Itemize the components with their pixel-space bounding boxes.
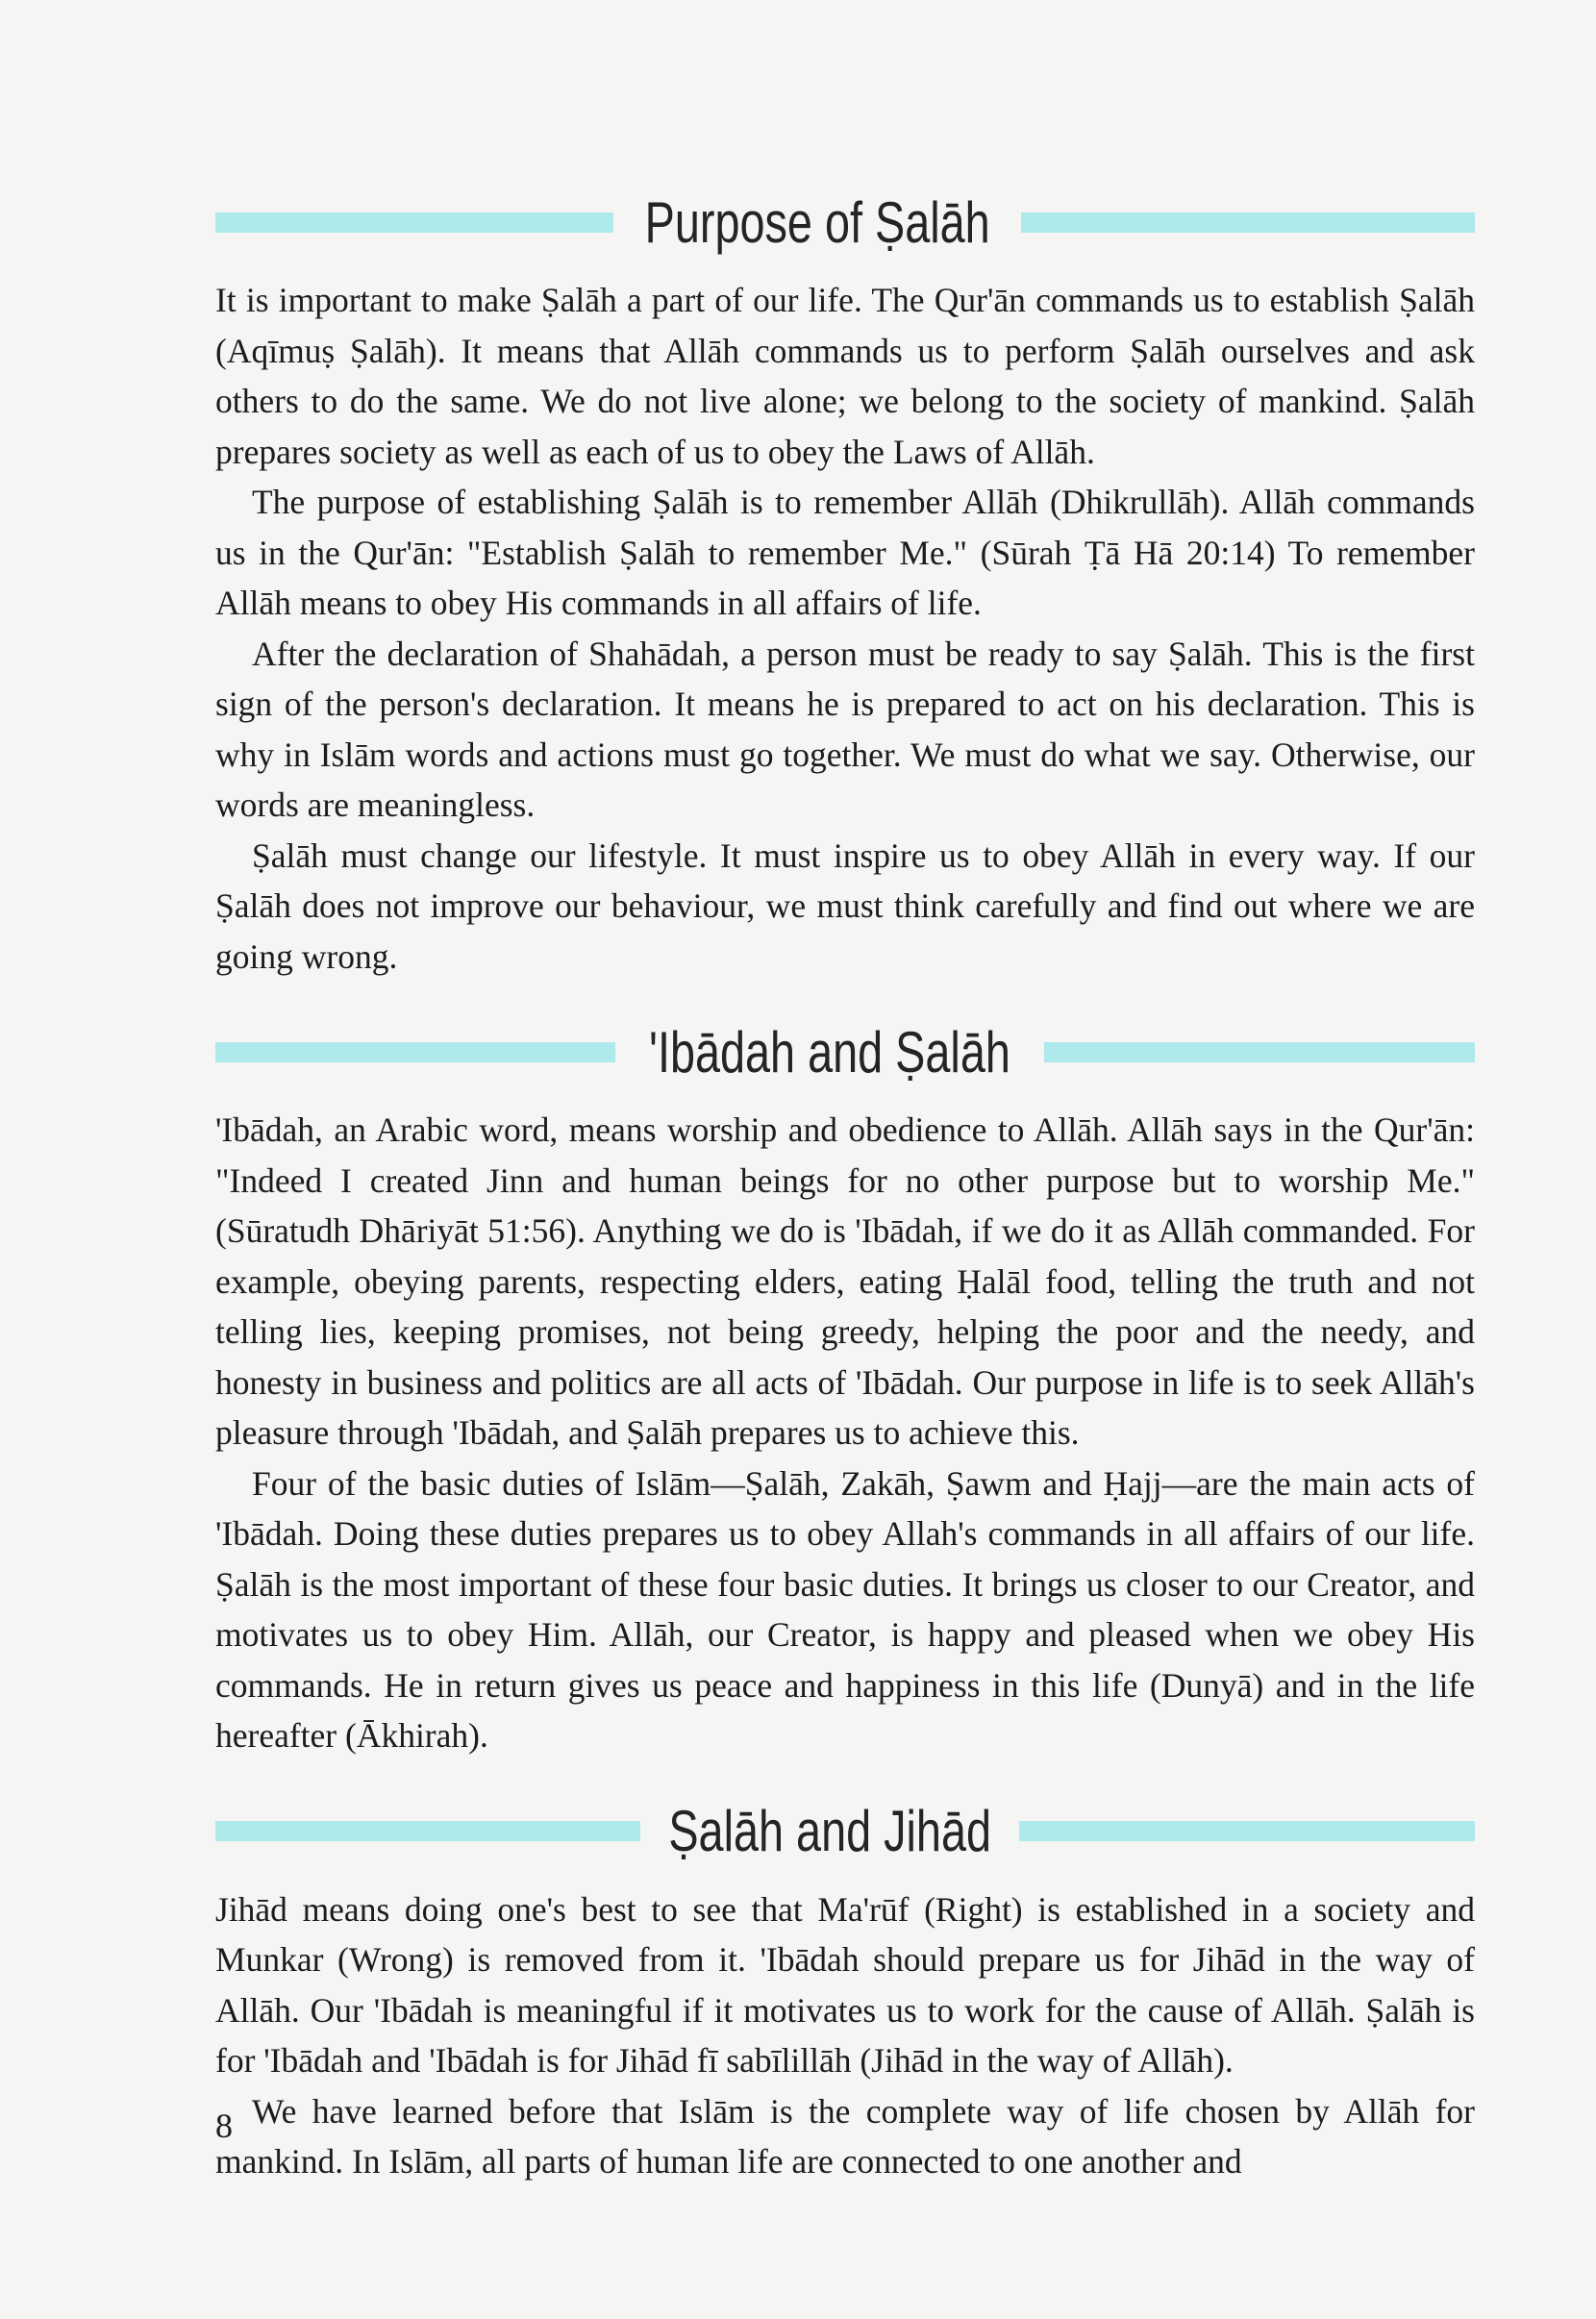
section-purpose-of-salah	[215, 169, 1475, 982]
section-salah-and-jihad	[215, 1779, 1475, 2187]
heading-rule-right	[1021, 212, 1475, 233]
section-heading	[215, 169, 1475, 275]
page-number: 8	[215, 2107, 233, 2145]
paragraph: Four of the basic duties of Islām—Ṣalāh, Zakāh, Ṣawm and Ḥajj—are the main acts of 'Ibādah. Doing these duties prepares us to obey Allah's commands in all affairs of our life. Ṣalāh is the most important of these four basic duties. It brings us closer to our Creator, and motivates us to obey Him. Allāh, our Creator, is happy and pleased when we obey His commands. He in return gives us peace and happiness in this life (Dunyā) and in the life hereafter (Ākhirah).	[215, 1463, 1475, 1755]
section-heading	[215, 1779, 1475, 1884]
paragraph: 'Ibādah, an Arabic word, means worship and obedience to Allāh. Allāh says in the Qur'ān: "Indeed I created Jinn and human beings for no other purpose but to worship Me." (Sūratudh Dhāriyāt 51:56). Anything we do is 'Ibādah, if we do it as Allāh commanded. For example, obeying parents, respecting elders, eating Ḥalāl food, telling the truth and not telling lies, keeping promises, not being greedy, helping the poor and the needy, and honesty in business and politics are all acts of 'Ibādah. Our purpose in life is to seek Allāh's pleasure through 'Ibādah, and Ṣalāh prepares us to achieve this.	[215, 1110, 1475, 1452]
section-ibadah-and-salah	[215, 999, 1475, 1761]
heading-rule-right	[1044, 1042, 1475, 1062]
paragraph: We have learned before that Islām is the complete way of life chosen by Allāh for mankind. In Islām, all parts of human life are connected to one another and	[215, 2091, 1475, 2181]
paragraph: After the declaration of Shahādah, a person must be ready to say Ṣalāh. This is the first sign of the person's declaration. It means he is prepared to act on his declaration. This is why in Islām words and actions must go together. We must do what we say. Otherwise, our words are meaningless.	[215, 634, 1475, 824]
section-title: Purpose of Ṣalāh	[644, 189, 990, 255]
section-title: Ṣalāh and Jihād	[667, 1799, 991, 1863]
page-content	[215, 169, 1475, 2205]
paragraph: The purpose of establishing Ṣalāh is to remember Allāh (Dhikrullāh). Allāh commands us in the Qur'ān: "Establish Ṣalāh to remember Me." (Sūrah Ṭā Hā 20:14) To remember Allāh means to obey His commands in all affairs of life.	[215, 483, 1475, 622]
paragraph: Ṣalāh must change our lifestyle. It must inspire us to obey Allāh in every way. If our Ṣalāh does not improve our behaviour, we must think carefully and find out where we are going wrong.	[215, 835, 1475, 976]
heading-rule-left	[215, 212, 613, 233]
heading-rule-left	[215, 1821, 640, 1841]
paragraph: Jihād means doing one's best to see that Ma'rūf (Right) is established in a society and Munkar (Wrong) is removed from it. 'Ibādah should prepare us for Jihād in the way of Allāh. Our 'Ibādah is meaningful if it motivates us to work for the cause of Allāh. Ṣalāh is for 'Ibādah and 'Ibādah is for Jihād fī sabīlillāh (Jihād in the way of Allāh).	[215, 1889, 1475, 2080]
section-title: 'Ibādah and Ṣalāh	[649, 1019, 1010, 1085]
paragraph: It is important to make Ṣalāh a part of our life. The Qur'ān commands us to establish Ṣalāh (Aqīmuṣ Ṣalāh). It means that Allāh commands us to perform Ṣalāh ourselves and ask others to do the same. We do not live alone; we belong to the society of mankind. Ṣalāh prepares society as well as each of us to obey the Laws of Allāh.	[215, 281, 1475, 471]
heading-rule-left	[215, 1042, 615, 1062]
heading-rule-right	[1019, 1821, 1475, 1841]
section-heading	[215, 999, 1475, 1105]
